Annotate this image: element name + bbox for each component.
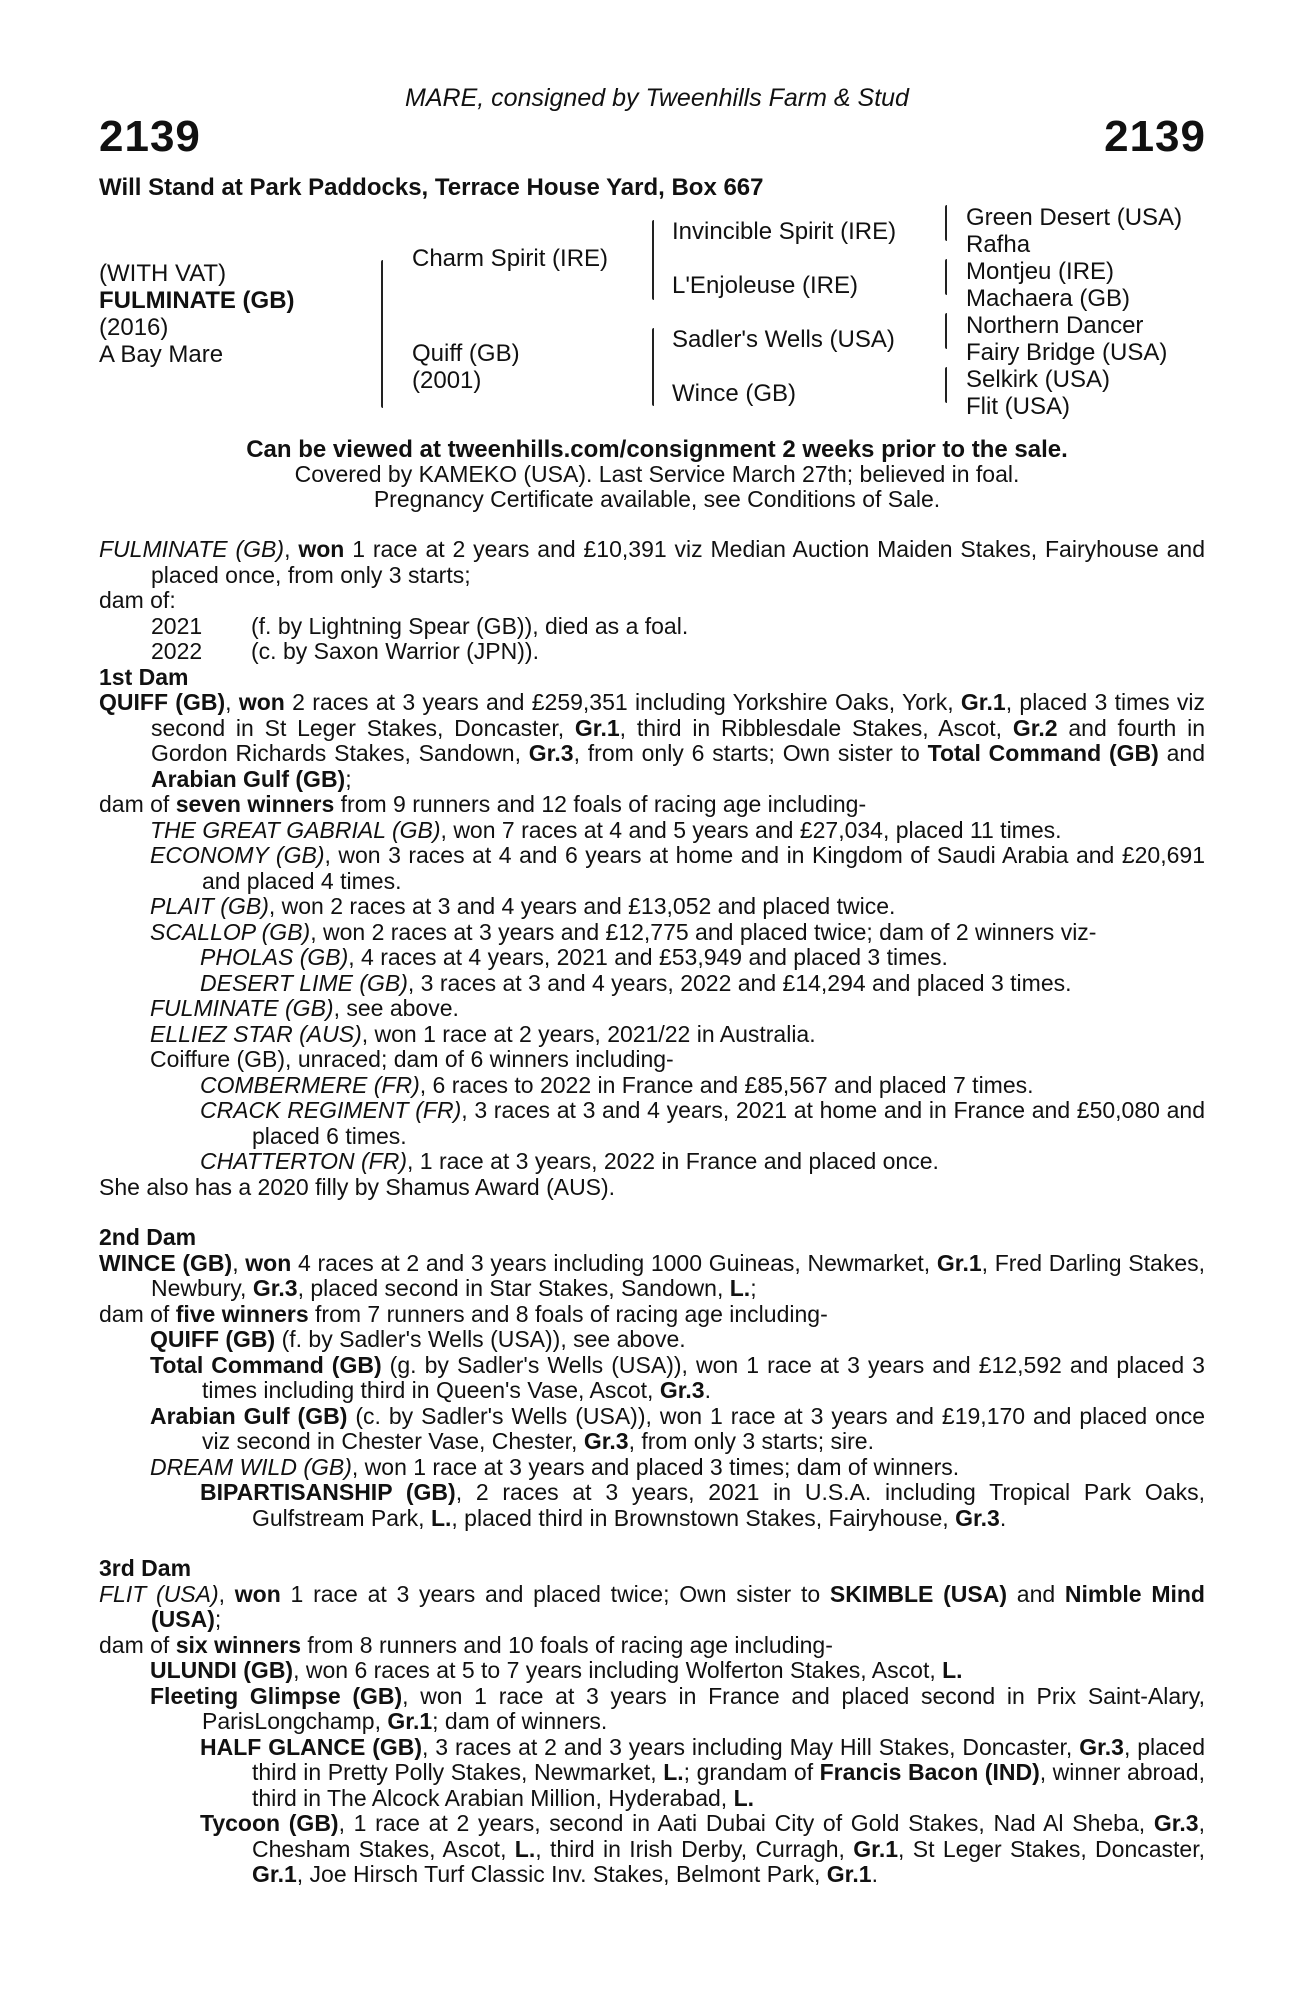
grade-label: Gr.3 — [528, 740, 574, 766]
horse-name-inline: FULMINATE (GB) — [99, 536, 285, 562]
produce-intro — [99, 537, 1205, 588]
third-dam-produce-summary — [99, 1633, 1205, 1659]
lot-number-left: 2139 — [99, 112, 201, 161]
progeny-name: DREAM WILD (GB) — [150, 1453, 352, 1480]
text-fragment: , won 2 races at 3 years and £12,775 and placed twice; dam of 2 winners viz- — [310, 918, 1097, 945]
text-fragment: , — [218, 1580, 235, 1607]
text-fragment: , 4 races at 4 years, 2021 and £53,949 and placed 3 times. — [348, 944, 948, 970]
text-fragment: , won 7 races at 4 and 5 years and £27,034, placed 11 times. — [440, 816, 1062, 843]
progeny-entry: Coiffure (GB), unraced; dam of 6 winners including- — [150, 1046, 674, 1072]
progeny-name: Tycoon (GB) — [200, 1810, 339, 1836]
grade-label: Gr.1 — [574, 714, 620, 741]
pedigree-sss: Green Desert (USA) — [966, 204, 1183, 231]
dam-of-label: dam of: — [99, 587, 176, 613]
grade-label: Gr.3 — [659, 1377, 705, 1403]
text-fragment: , winner abroad, third in The Alcock Arabian Million, Hyderabad, — [252, 1759, 1205, 1811]
foal-text: (c. by Saxon Warrior (JPN)). — [251, 638, 539, 664]
pedigree-dsd: Fairy Bridge (USA) — [966, 339, 1168, 366]
text-fragment: . — [871, 1861, 878, 1887]
third-dam-record — [99, 1582, 1205, 1633]
progeny-entry — [99, 1811, 1205, 1888]
progeny-entry — [99, 971, 1205, 997]
progeny-entry — [99, 1149, 1205, 1175]
pedigree-dss: Northern Dancer — [966, 312, 1144, 339]
grade-label: Gr.1 — [252, 1861, 297, 1887]
text-fragment: , 3 races at 3 and 4 years, 2022 and £14,294 and placed 3 times. — [407, 969, 1072, 996]
text-fragment: dam of — [99, 1631, 176, 1658]
section-gap — [99, 1200, 1205, 1225]
horse-description: A Bay Mare — [99, 341, 224, 368]
progeny-entry — [99, 1353, 1205, 1404]
text-fragment: (c. by Sadler's Wells (USA)), won 1 race at 3 years and £19,170 and placed once viz second in Chester Vase, Chester, — [202, 1402, 1205, 1454]
text-fragment: from 9 runners and 12 foals of racing age including- — [334, 791, 867, 817]
pregnancy-note: Pregnancy Certificate available, see Conditions of Sale. — [373, 486, 941, 512]
text-fragment: (f. by Sadler's Wells (USA)), see above. — [275, 1326, 686, 1352]
text-fragment: (g. by Sadler's Wells (USA)), won 1 race at 3 years and £12,592 and placed 3 times including third in Queen's Vase, Ascot, — [202, 1351, 1205, 1403]
won-label: won — [234, 1580, 281, 1607]
pedigree-brace-ds — [945, 313, 947, 349]
progeny-entry — [99, 1098, 1205, 1149]
pedigree-dam-dam: Wince (GB) — [672, 380, 797, 407]
text-fragment: , placed third in Brownstown Stakes, Fairyhouse, — [451, 1504, 956, 1531]
pedigree-brace-dd — [945, 367, 947, 403]
text-fragment: , placed 3 times viz second in St Leger Stakes, Doncaster, — [151, 689, 1205, 741]
progeny-name: COMBERMERE (FR) — [200, 1071, 420, 1098]
grade-label: Gr.1 — [960, 689, 1006, 715]
progeny-entry — [99, 818, 1205, 844]
grade-label: Gr.3 — [1079, 1733, 1124, 1760]
grade-label: Gr.1 — [387, 1708, 433, 1734]
grade-label: Gr.3 — [583, 1428, 629, 1454]
pedigree-brace-sire — [652, 220, 654, 300]
progeny-name: Fleeting Glimpse (GB) — [150, 1682, 403, 1709]
pedigree-dam: Quiff (GB) — [412, 340, 520, 367]
text-fragment: ; — [345, 765, 352, 792]
pedigree-sds: Montjeu (IRE) — [966, 258, 1115, 285]
text-fragment: , from only 3 starts; sire. — [628, 1428, 874, 1454]
text-fragment: from 8 runners and 10 foals of racing age including- — [301, 1631, 833, 1658]
pedigree-sire-dam: L'Enjoleuse (IRE) — [672, 272, 858, 299]
progeny-entry — [99, 1735, 1205, 1812]
text-fragment: , won 1 race at 3 years in France and placed second in Prix Saint-Alary, ParisLongchamp, — [202, 1682, 1205, 1734]
third-dam-heading: 3rd Dam — [99, 1555, 192, 1581]
horse-year: (2016) — [99, 314, 169, 341]
text-fragment: dam of — [99, 791, 176, 817]
text-fragment: and fourth in Gordon Richards Stakes, Sandown, — [151, 714, 1206, 766]
pedigree-brace-ss — [945, 205, 947, 241]
text-fragment: . — [999, 1504, 1007, 1531]
vat-note: (WITH VAT) — [99, 260, 227, 287]
dam-name: FLIT (USA) — [99, 1580, 219, 1607]
covered-note: Covered by KAMEKO (USA). Last Service March 27th; believed in foal. — [294, 461, 1020, 487]
progeny-entry — [99, 1022, 1205, 1048]
text-fragment: dam of — [99, 1300, 176, 1327]
text-fragment: , from only 6 starts; Own sister to — [573, 740, 928, 766]
progeny-name: SCALLOP (GB) — [150, 918, 311, 945]
text-fragment: , third in Ribblesdale Stakes, Ascot, — [619, 714, 1013, 741]
grade-label: Gr.2 — [1012, 714, 1058, 741]
won-label: won — [245, 1249, 292, 1276]
second-dam-heading: 2nd Dam — [99, 1224, 197, 1250]
text-fragment: , third in Irish Derby, Curragh, — [535, 1835, 854, 1862]
listed-label: L. — [733, 1784, 755, 1811]
progeny-entry — [99, 1658, 1205, 1684]
listed-label: L. — [942, 1657, 963, 1683]
text-fragment: , 3 races at 2 and 3 years including May Hill Stakes, Doncaster, — [422, 1733, 1080, 1760]
progeny-name: ELLIEZ STAR (AUS) — [150, 1020, 362, 1047]
foal-year: 2021 — [151, 612, 203, 639]
text-fragment: , 1 race at 2 years, second in Aati Dubai City of Gold Stakes, Nad Al Sheba, — [338, 1810, 1154, 1836]
listed-label: L. — [514, 1835, 536, 1862]
grade-label: Gr.1 — [853, 1835, 899, 1862]
grade-label: Gr.1 — [936, 1249, 982, 1276]
pedigree-brace-main — [381, 260, 383, 408]
grade-label: Gr.1 — [826, 1861, 872, 1887]
winners-count: six winners — [175, 1631, 301, 1658]
pedigree-dam-year: (2001) — [412, 367, 482, 394]
dam-name: QUIFF (GB) — [99, 689, 226, 715]
text-fragment: , won 1 race at 3 years and placed 3 times; dam of winners. — [351, 1453, 960, 1480]
sibling-name: Arabian Gulf (GB) — [151, 765, 346, 792]
progeny-name: HALF GLANCE (GB) — [200, 1733, 423, 1760]
foal-row — [99, 614, 1205, 640]
text-fragment: , 2 races at 3 years, 2021 in U.S.A. including Tropical Park Oaks, Gulfstream Park, — [252, 1479, 1205, 1531]
progeny-name: THE GREAT GABRIAL (GB) — [150, 816, 441, 843]
text-fragment: , St Leger Stakes, Doncaster, — [898, 1835, 1205, 1862]
text-fragment: , won 3 races at 4 and 6 years at home and in Kingdom of Saudi Arabia and £20,691 and placed 4 times. — [202, 842, 1205, 894]
text-fragment: ; dam of winners. — [432, 1708, 608, 1734]
grade-label: Gr.3 — [252, 1275, 298, 1301]
listed-label: L. — [729, 1275, 751, 1301]
pedigree-dds: Selkirk (USA) — [966, 366, 1111, 393]
lot-number-right: 2139 — [1104, 112, 1206, 161]
text-fragment: , Joe Hirsch Turf Classic Inv. Stakes, Belmont Park, — [296, 1861, 827, 1887]
text-fragment: ; — [214, 1606, 222, 1632]
foal-text: (f. by Lightning Spear (GB)), died as a foal. — [251, 612, 689, 639]
winners-count: five winners — [175, 1300, 309, 1327]
sibling-name: Nimble Mind (USA) — [151, 1580, 1205, 1632]
text-fragment: and — [1007, 1580, 1065, 1607]
progeny-entry — [99, 843, 1205, 894]
text-fragment: , Chesham Stakes, Ascot, — [252, 1810, 1205, 1862]
stand-location: Will Stand at Park Paddocks, Terrace House Yard, Box 667 — [99, 174, 764, 201]
catalogue-body — [99, 537, 1205, 1888]
foal-year: 2022 — [151, 638, 203, 664]
text-fragment: , — [284, 536, 299, 562]
foal-row — [99, 639, 1205, 665]
text-fragment: , 1 race at 3 years, 2022 in France and placed once. — [407, 1148, 939, 1174]
pedigree-ddd: Flit (USA) — [966, 393, 1070, 420]
text-fragment: ; — [750, 1275, 757, 1301]
second-dam-produce-summary — [99, 1302, 1205, 1328]
progeny-entry — [99, 894, 1205, 920]
pedigree-brace-sd — [945, 259, 947, 295]
listed-label: L. — [663, 1759, 684, 1785]
progeny-entry — [99, 1684, 1205, 1735]
horse-name: FULMINATE (GB) — [99, 287, 295, 314]
progeny-name: PHOLAS (GB) — [200, 944, 349, 970]
first-dam-heading: 1st Dam — [99, 663, 189, 690]
progeny-entry — [99, 1073, 1205, 1099]
second-dam-record: WINCE (GB), won 4 races at 2 and 3 years including 1000 Guineas, Newmarket, Gr.1, Fred Darling Stakes, Newbury, Gr.3, placed second in Star Stakes, Sandown, L.; — [99, 1249, 1206, 1301]
text-fragment: , won 2 races at 3 and 4 years and £13,052 and placed twice. — [268, 893, 896, 919]
text-fragment: , Fred Darling Stakes, Newbury, — [151, 1249, 1206, 1301]
text-fragment: and — [1158, 740, 1206, 766]
pedigree-brace-dam — [652, 328, 654, 406]
text-fragment: . — [704, 1377, 711, 1403]
text-fragment: , won 1 race at 2 years, 2021/22 in Australia. — [361, 1020, 816, 1047]
text-fragment: 2 races at 3 years and £259,351 including Yorkshire Oaks, York, — [284, 689, 961, 715]
progeny-entry — [99, 1480, 1205, 1531]
grade-label: Gr.3 — [955, 1504, 1000, 1531]
sibling-name: SKIMBLE (USA) — [829, 1580, 1008, 1607]
won-label: won — [298, 536, 345, 562]
sibling-name: Total Command (GB) — [927, 740, 1159, 766]
winners-count: seven winners — [175, 791, 335, 817]
progeny-entry — [99, 996, 1205, 1022]
text-fragment: , 3 races at 3 and 4 years, 2021 at home and in France and £50,080 and placed 6 times. — [252, 1097, 1205, 1149]
pedigree-sdd: Machaera (GB) — [966, 285, 1131, 312]
progeny-entry — [99, 1404, 1205, 1455]
text-fragment: , placed second in Star Stakes, Sandown, — [297, 1275, 730, 1301]
text-fragment: 4 races at 2 and 3 years including 1000 Guineas, Newmarket, — [291, 1249, 937, 1276]
dam-name: WINCE (GB) — [99, 1249, 233, 1276]
progeny-name: CRACK REGIMENT (FR) — [200, 1097, 462, 1123]
progeny-name: PLAIT (GB) — [150, 893, 269, 919]
consignor-line: MARE, consigned by Tweenhills Farm & Stud — [405, 84, 909, 112]
listed-label: L. — [430, 1504, 452, 1531]
progeny-name: QUIFF (GB) — [150, 1326, 276, 1352]
progeny-name: DESERT LIME (GB) — [200, 969, 408, 996]
progeny-name: BIPARTISANSHIP (GB) — [200, 1479, 456, 1505]
pedigree-ssd: Rafha — [966, 231, 1031, 258]
text-fragment: , placed third in Pretty Polly Stakes, Newmarket, — [252, 1733, 1206, 1785]
text-fragment: , 6 races to 2022 in France and £85,567 and placed 7 times. — [419, 1071, 1034, 1098]
progeny-name: ULUNDI (GB) — [150, 1657, 294, 1683]
progeny-entry — [99, 945, 1205, 971]
progeny-name: Francis Bacon (IND) — [819, 1759, 1040, 1785]
text-fragment: 1 race at 2 years and £10,391 viz Median Auction Maiden Stakes, Fairyhouse and placed once, from only 3 starts; — [151, 536, 1206, 588]
viewing-note: Can be viewed at tweenhills.com/consignment 2 weeks prior to the sale. — [246, 436, 1068, 463]
won-label: won — [238, 689, 285, 715]
grade-label: Gr.3 — [1153, 1810, 1199, 1836]
text-fragment: ; grandam of — [683, 1759, 820, 1785]
pedigree-dam-sire: Sadler's Wells (USA) — [672, 326, 895, 353]
progeny-name: CHATTERTON (FR) — [200, 1148, 407, 1174]
progeny-entry — [99, 1455, 1205, 1481]
text-fragment: , won 6 races at 5 to 7 years including Wolferton Stakes, Ascot, — [293, 1657, 943, 1683]
pedigree-sire-sire: Invincible Spirit (IRE) — [672, 218, 897, 245]
sale-notes — [0, 437, 1314, 512]
first-dam-record: QUIFF (GB), won 2 races at 3 years and £259,351 including Yorkshire Oaks, York, Gr.1, placed 3 times viz second in St Leger Stakes, Doncaster, Gr.1, third in Ribblesdale Stakes, Ascot, Gr.2 and fourth in Gordon Richards Stakes, Sandown, Gr.3, from only 6 starts; Own sister to Total Command (GB) and Arabian Gulf (GB); — [99, 689, 1206, 792]
progeny-entry — [99, 1327, 1205, 1353]
text-fragment: 1 race at 3 years and placed twice; Own sister to — [280, 1580, 830, 1607]
text-fragment: , see above. — [333, 995, 459, 1021]
progeny-name: Arabian Gulf (GB) — [150, 1402, 348, 1429]
pedigree-sire: Charm Spirit (IRE) — [412, 245, 609, 272]
progeny-name: Total Command (GB) — [150, 1351, 382, 1378]
progeny-name: FULMINATE (GB) — [150, 995, 334, 1021]
text-fragment: from 7 runners and 8 foals of racing age including- — [308, 1300, 828, 1327]
progeny-note: She also has a 2020 filly by Shamus Award (AUS). — [99, 1173, 616, 1200]
first-dam-produce-summary — [99, 792, 1205, 818]
progeny-name: ECONOMY (GB) — [150, 842, 325, 868]
section-gap — [99, 1531, 1205, 1556]
progeny-entry — [99, 920, 1205, 946]
